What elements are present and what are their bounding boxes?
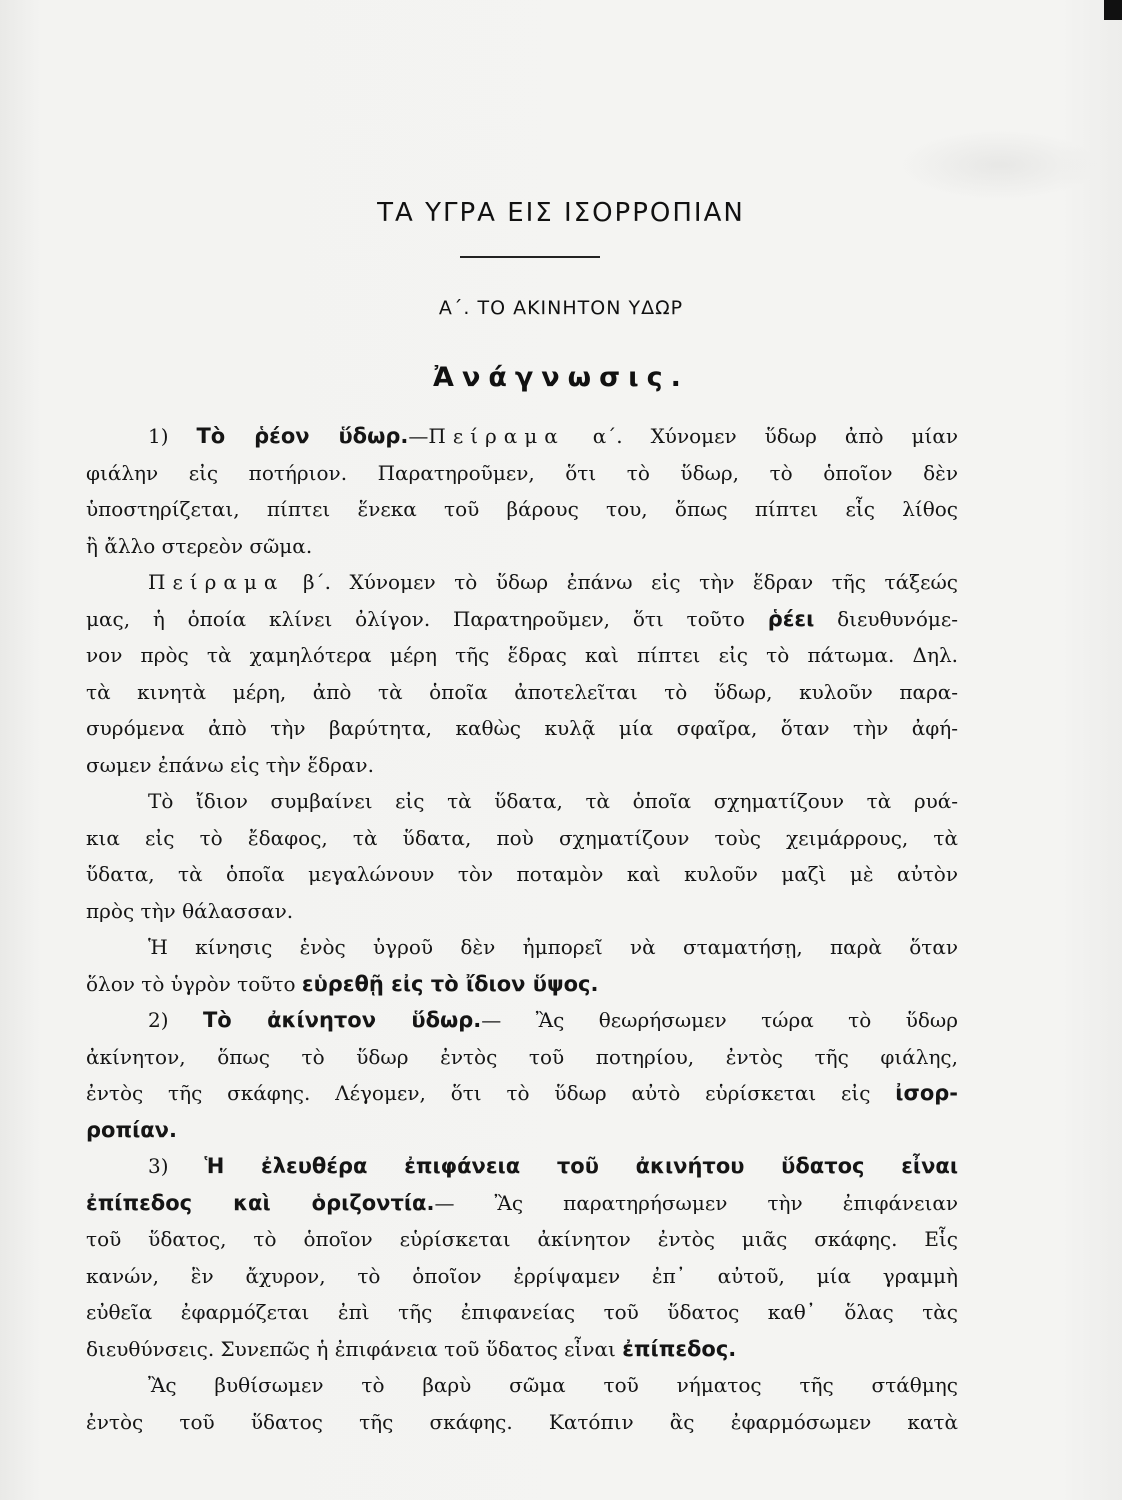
reading-heading: Ἀνάγνωσις. (433, 362, 689, 393)
show-through-shadow (900, 130, 1100, 200)
body-text (86, 418, 958, 1440)
chapter-title: ΤΑ ΥΓΡΑ ΕΙΣ ΙΣΟΡΡΟΠΙΑΝ (377, 198, 745, 228)
text-line: διευθύνσεις. Συνεπῶς ἡ ἐπιφάνεια τοῦ ὕδατος εἶναι ἐπίπεδος. (86, 1336, 737, 1361)
bold-term: ροπίαν. (86, 1117, 177, 1142)
text-line: κια εἰς τὸ ἔδαφος, τὰ ὕδατα, ποὺ σχηματίζουν τοὺς χειμάρρους, τὰ (86, 825, 958, 850)
scan-edge-mark (1104, 0, 1122, 20)
bold-term: ῥέει (767, 606, 815, 631)
bold-term: ἰσορ- (895, 1081, 958, 1105)
text-line: πρὸς τὴν θάλασσαν. (86, 898, 294, 923)
bold-term: Τὸ ῥέον ὕδωρ. (196, 424, 409, 448)
text-line: εὐθεῖα ἐφαρμόζεται ἐπὶ τῆς ἐπιφανείας τοῦ ὕδατος καθ᾿ ὅλας τὰς (86, 1300, 958, 1324)
text-line: 1) Τὸ ῥέον ὕδωρ.—Πείραμα α΄. Χύνομεν ὕδωρ ἀπὸ μίαν (148, 424, 958, 448)
bold-term: Τὸ ἀκίνητον ὕδωρ. (202, 1008, 482, 1032)
text-line: κανών, ἓν ἄχυρον, τὸ ὁποῖον ἐρρίψαμεν ἐπ᾿ αὐτοῦ, μία γραμμὴ (86, 1263, 958, 1288)
text-line: Ἡ κίνησις ἑνὸς ὑγροῦ δὲν ἠμπορεῖ νὰ σταματήσῃ, παρὰ ὅταν (148, 935, 958, 959)
text-line: φιάλην εἰς ποτήριον. Παρατηροῦμεν, ὅτι τὸ ὕδωρ, τὸ ὁποῖον δὲν (86, 460, 958, 485)
bold-term: ἐπίπεδος καὶ ὁριζοντία. (86, 1190, 435, 1215)
text-line: συρόμενα ἀπὸ τὴν βαρύτητα, καθὼς κυλᾷ μία σφαῖρα, ὅταν τὴν ἀφή- (86, 716, 958, 740)
text-line: τοῦ ὕδατος, τὸ ὁποῖον εὑρίσκεται ἀκίνητον ἐντὸς μιᾶς σκάφης. Εἷς (86, 1227, 958, 1251)
text-line: 3) Ἡ ἐλευθέρα ἐπιφάνεια τοῦ ἀκινήτου ὕδατος εἶναι (148, 1154, 958, 1178)
text-line: ἀκίνητον, ὅπως τὸ ὕδωρ ἐντὸς τοῦ ποτηρίου, ἐντὸς τῆς φιάλης, (86, 1044, 958, 1069)
bold-term: ἐπίπεδος. (622, 1336, 737, 1361)
spaced-term: Πείραμα (148, 570, 285, 594)
text-line: τὰ κινητὰ μέρη, ἀπὸ τὰ ὁποῖα ἀποτελεῖται τὸ ὕδωρ, κυλοῦν παρα- (86, 679, 958, 704)
text-line: ἐντὸς τοῦ ὕδατος τῆς σκάφης. Κατόπιν ἂς ἐφαρμόσωμεν κατὰ (86, 1409, 958, 1434)
bold-term: εὑρεθῇ εἰς τὸ ἴδιον ὕψος. (301, 971, 599, 996)
text-line: σωμεν ἐπάνω εἰς τὴν ἕδραν. (86, 752, 374, 777)
text-line: ὕδατα, τὰ ὁποῖα μεγαλώνουν τὸν ποταμὸν καὶ κυλοῦν μαζὶ μὲ αὐτὸν (86, 862, 958, 886)
text-line: ἢ ἄλλο στερεὸν σῶμα. (86, 533, 313, 558)
text-line: Τὸ ἴδιον συμβαίνει εἰς τὰ ὕδατα, τὰ ὁποῖα σχηματίζουν τὰ ρυά- (148, 789, 958, 813)
text-line: ὅλον τὸ ὑγρὸν τοῦτο εὑρεθῇ εἰς τὸ ἴδιον ὕψος. (86, 971, 599, 996)
spaced-term: Πείραμα (428, 424, 565, 448)
text-line: ἐπίπεδος καὶ ὁριζοντία.— Ἂς παρατηρήσωμεν τὴν ἐπιφάνειαν (86, 1190, 958, 1215)
title-divider (460, 256, 600, 258)
text-line: νον πρὸς τὰ χαμηλότερα μέρη τῆς ἕδρας καὶ πίπτει εἰς τὸ πάτωμα. Δηλ. (86, 643, 958, 667)
bold-term: Ἡ ἐλευθέρα ἐπιφάνεια τοῦ ἀκινήτου ὕδατος εἶναι (204, 1154, 958, 1178)
text-line: Ἂς βυθίσωμεν τὸ βαρὺ σῶμα τοῦ νήματος τῆς στάθμης (148, 1373, 958, 1397)
text-line: ὑποστηρίζεται, πίπτει ἕνεκα τοῦ βάρους του, ὅπως πίπτει εἷς λίθος (86, 497, 958, 521)
text-line: μας, ἡ ὁποία κλίνει ὀλίγον. Παρατηροῦμεν, ὅτι τοῦτο ῥέει διευθυνόμε- (86, 606, 958, 631)
text-line (86, 1112, 958, 1149)
section-subtitle: Α΄. ΤΟ ΑΚΙΝΗΤΟΝ ΥΔΩΡ (438, 297, 684, 319)
text-line: Πείραμα β΄. Χύνομεν τὸ ὕδωρ ἐπάνω εἰς τὴν ἕδραν τῆς τάξεώς (148, 570, 958, 594)
text-line: 2) Τὸ ἀκίνητον ὕδωρ.— Ἂς θεωρήσωμεν τώρα τὸ ὕδωρ (148, 1008, 958, 1032)
text-line: ἐντὸς τῆς σκάφης. Λέγομεν, ὅτι τὸ ὕδωρ αὐτὸ εὑρίσκεται εἰς ἰσορ- (86, 1081, 958, 1105)
